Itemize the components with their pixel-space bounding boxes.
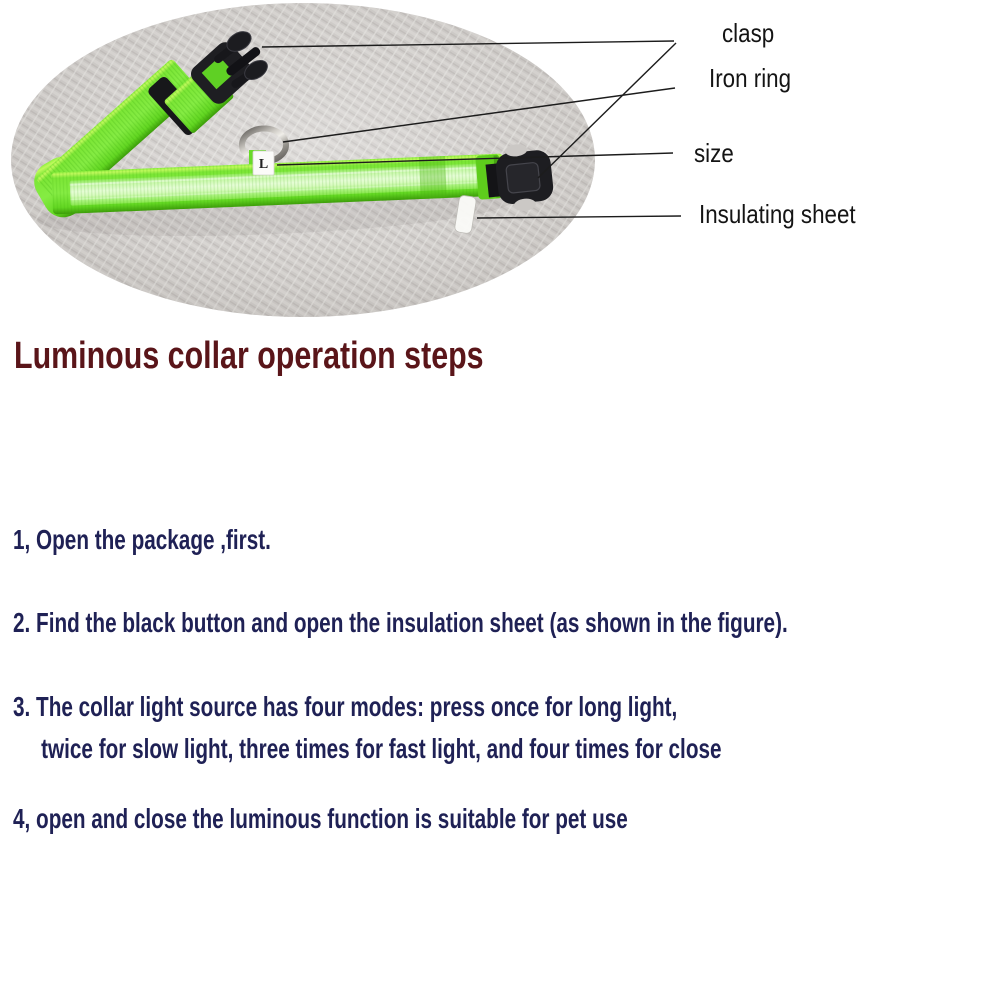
product-photo (0, 0, 1000, 335)
callout-label-clasp: clasp (722, 18, 775, 48)
callout-label-size: size (694, 138, 734, 168)
page-title: Luminous collar operation steps (14, 335, 484, 377)
callout-label-insulating-sheet: Insulating sheet (699, 199, 856, 229)
step-3 (13, 686, 722, 770)
size-tag-letter: L (258, 157, 269, 172)
step-4 (13, 802, 628, 836)
step-4-text: 4, open and close the luminous function is suitable for pet use (13, 803, 628, 834)
step-1-text: 1, Open the package ,first. (13, 524, 271, 555)
callout-label-iron-ring: Iron ring (709, 63, 792, 93)
size-tag (253, 151, 274, 175)
step-3-text-line-2: twice for slow light, three times for fast light, and four times for close (41, 733, 722, 764)
step-3-text-line-1: 3. The collar light source has four modes: press once for long light, (13, 691, 678, 722)
step-2 (13, 606, 788, 640)
step-2-text: 2. Find the black button and open the insulation sheet (as shown in the figure). (13, 607, 788, 638)
step-1 (13, 523, 271, 557)
